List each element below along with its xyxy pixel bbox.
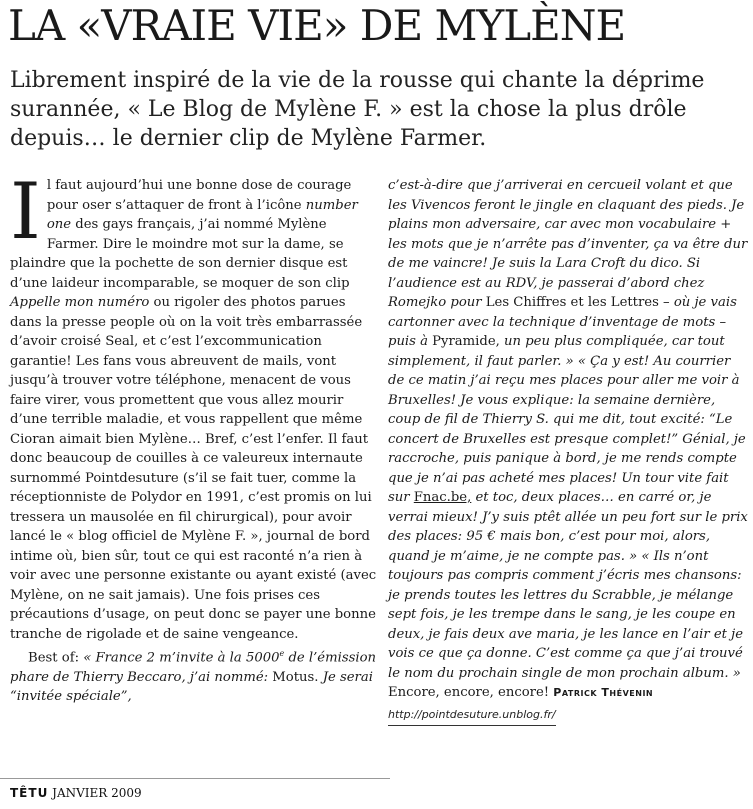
author-signature: Patrick Thévenin — [553, 686, 654, 699]
text-run: de l’émission phare de Thierry Beccaro, j’ai nommé: — [10, 650, 377, 685]
text-run: Je serai “invitée spéciale”, — [10, 669, 373, 705]
blog-url-link[interactable]: http://pointdesuture.unblog.fr/ — [388, 705, 556, 727]
deck: Librement inspiré de la vie de la rousse qui chante la déprime surannée, « Le Blog de Mylène F. » est la chose la plus drôle depuis… le dernier clip de Mylène Farmer. — [10, 68, 705, 151]
magazine-brand: TÊTU — [10, 786, 49, 800]
fnac-link[interactable]: Fnac.be, — [413, 490, 472, 505]
text-run: e — [279, 649, 285, 658]
text-run: « France 2 m’invite à la 5000 — [83, 650, 280, 666]
text-run: des gays français, j’ai nommé Mylène Farmer. Dire le moindre mot sur la dame, se plaindre que la pochette de son dernier disque est d’une laideur incomparable, se moquer de son clip — [10, 217, 350, 291]
text-run: Pyramide, — [427, 334, 505, 349]
text-run: l faut aujourd’hui une bonne dose de courage pour oser s’attaquer de front à l’icône — [46, 178, 352, 213]
text-run: Best of: — [28, 650, 84, 666]
footer-rule — [0, 778, 390, 779]
text-run: – où je vais cartonner avec la technique d’inventage de mots – puis à — [388, 295, 737, 349]
paragraph-2 — [10, 644, 378, 707]
text-run: c’est-à-dire que j’arriverai en cercueil volant et que les Vivencos feront le jingle en claquant des pieds. Je plains mon adversaire, car avec mon vocabulaire + les mots que je n’arrête pas d’inventer, ça va être dur de me vaincre! Je suis la Lara Croft du dico. Si l’audience est au RDV, je passerai d’abord chez Romejko pour — [388, 178, 748, 310]
paragraph-1 — [10, 167, 378, 644]
page-footer — [10, 786, 142, 800]
text-run: et toc, deux places… en carré or, je verrai mieux! J’y suis ptêt allée un peu fort sur le prix des places: 95 € mais bon, c’est pour moi, alors, quand je m’aime, je ne compte pas. » « Ils n’ont toujours pas compris comment j’écris mes chansons: je prends toutes les lettres du Scrabble, je mélange sept fois, je les trempe dans le sang, je les coupe en deux, je fais deux ave maria, je les lance en l’air et je vois ce que ça donne. C’est comme ça que j’ai trouvé le nom du prochain single de mon prochain album. » — [388, 490, 748, 681]
text-run: « Ça y est! Au courrier de ce matin j’ai reçu mes places pour aller me voir à Bruxelles! Je vous explique: la semaine dernière, coup de fil de Thierry S. qui me dit, tout excité: “Le concert de Bruxelles est presque complet!” Génial, je raccroche, puis panique à bord, je me rends compte que je n’ai pas acheté mes places! Un tour vite fait sur — [388, 353, 746, 505]
article-column-left — [10, 167, 378, 707]
text-run: Motus. — [268, 669, 323, 685]
text-run: number one — [46, 197, 358, 232]
paragraph-3 — [388, 176, 748, 683]
url-line — [388, 703, 748, 727]
issue-date: JANVIER 2009 — [52, 786, 142, 800]
drop-cap: I — [10, 167, 41, 257]
headline: LA «VRAIE VIE» DE MYLÈNE — [8, 1, 626, 50]
text-run: Les Chiffres et les Lettres — [481, 295, 664, 310]
text-run: Appelle mon numéro — [10, 295, 150, 310]
closing-line — [388, 683, 748, 703]
text-run: Encore, encore, encore! — [388, 685, 550, 700]
article-column-right — [388, 176, 748, 726]
text-run: un peu plus compliquée, car tout simplement, il faut parler. » — [388, 334, 725, 369]
text-run: ou rigoler des photos parues dans la presse people où on la voit très embarrassée d’avoir croisé Seal, et c’est l’excommunication garantie! Les fans vous abreuvent de mails, vont jusqu’à trouver votre téléphone, menacent de vous faire virer, vous promettent que vous allez mourir d’une terrible maladie, et vous rappellent que même Cioran aimait bien Mylène… Bref, c’est l’enfer. Il faut donc beaucoup de couilles à ce valeureux internaute surnommé Pointdesuture (s’il se fait tuer, comme la réceptionniste de Polydor en 1991, c’est promis on lui tressera un mausolée en fil chirurgical), pour avoir lancé le « blog officiel de Mylène F. », journal de bord intime où, bien sûr, tout ce qui est raconté n’a rien à voir avec une personne existante ou ayant existé (avec Mylène, on ne sait jamais). Une fois prises ces précautions d’usage, on peut donc se payer une bonne tranche de rigolade et de saine vengeance. — [10, 295, 377, 642]
